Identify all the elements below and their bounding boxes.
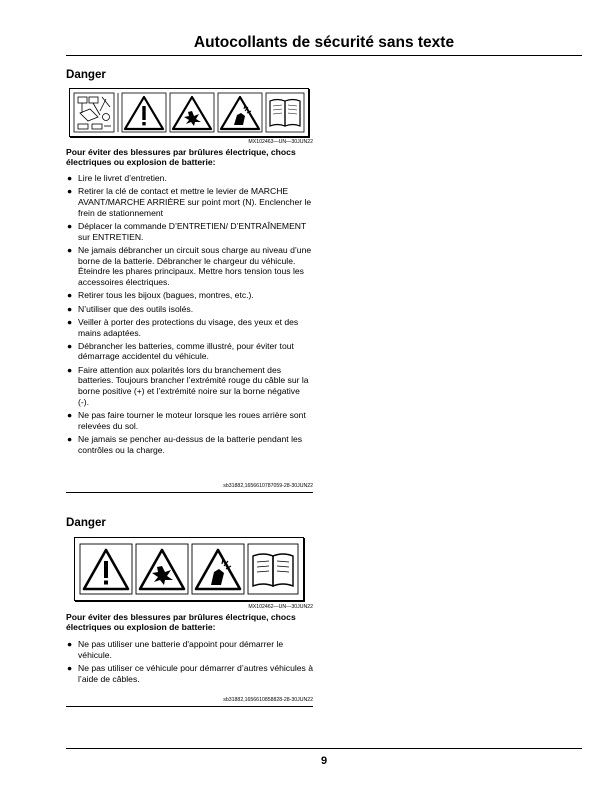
list-item-text: Ne jamais débrancher un circuit sous charge au niveau d’une borne de la batterie. Débrancher le chargeur du véhicule. Éteindre les phares principaux. Mettre hors tension tous les accessoires électriques. (78, 244, 312, 287)
safety-decal-image (69, 88, 309, 137)
bullet-icon: ● (67, 186, 73, 197)
danger-section-1 (66, 68, 313, 498)
reference-code: sb31882,1656610858828-28-30JUN22 (223, 697, 313, 703)
danger-section-2 (66, 516, 313, 711)
list-item (66, 410, 313, 431)
list-item-text: Retirer tous les bijoux (bagues, montres, etc.). (78, 290, 254, 301)
electric-burn-warning-icon (218, 93, 262, 132)
title-divider (66, 55, 582, 56)
bullet-icon: ● (67, 434, 73, 445)
explosion-warning-icon (170, 93, 214, 132)
list-item (66, 365, 313, 407)
section-heading: Danger (66, 68, 106, 81)
manual-book-icon (248, 544, 298, 594)
list-item-text: Ne jamais se pencher au-dessus de la batterie pendant les contrôles ou la charge. (78, 434, 303, 455)
bullet-icon: ● (67, 340, 73, 351)
list-item (66, 639, 313, 660)
list-item (66, 186, 313, 218)
bullet-icon: ● (67, 220, 73, 231)
bullet-icon: ● (67, 410, 73, 421)
bullet-icon: ● (67, 290, 73, 301)
wiring-diagram-icon (74, 93, 114, 132)
section-heading: Danger (66, 516, 106, 529)
instruction-list (66, 639, 313, 687)
bullet-icon: ● (67, 662, 73, 673)
warning-triangle-icon (122, 93, 166, 132)
list-item-text: Ne pas utiliser une batterie d'appoint pour démarrer le véhicule. (78, 639, 284, 660)
list-item (66, 290, 313, 301)
list-item-text: Déplacer la commande D’ENTRETIEN/ D’ENTRAÎNEMENT sur ENTRETIEN. (78, 220, 307, 242)
bullet-icon: ● (67, 316, 73, 327)
list-item (66, 304, 313, 315)
warning-triangle-icon (80, 544, 132, 594)
instruction-list (66, 173, 313, 458)
list-item (66, 317, 313, 338)
manual-book-icon (266, 93, 304, 132)
electric-burn-warning-icon (192, 544, 244, 594)
list-item-text: N’utiliser que des outils isolés. (78, 303, 194, 314)
list-item (66, 434, 313, 455)
page-number: 9 (320, 755, 328, 767)
page-title: Autocollants de sécurité sans texte (193, 34, 455, 51)
section-divider (66, 706, 313, 707)
explosion-warning-icon (136, 544, 188, 594)
list-item-text: Débrancher les batteries, comme illustré, pour éviter tout démarrage accidentel du véhicule. (78, 340, 294, 362)
list-item-text: Ne pas utiliser ce véhicule pour démarrer d’autres véhicules à l’aide de câbles. (78, 662, 314, 684)
bullet-icon: ● (67, 303, 73, 314)
section-divider (66, 492, 313, 493)
bullet-icon: ● (67, 639, 73, 649)
list-item (66, 341, 313, 362)
reference-code: sb31882,1656610787059-28-30JUN22 (223, 483, 313, 489)
safety-decal-image (74, 537, 304, 601)
bullet-icon: ● (67, 244, 73, 255)
bullet-icon: ● (67, 173, 73, 183)
list-item-text: Faire attention aux polarités lors du branchement des batteries. Toujours brancher l’extrémité rouge du câble sur la borne positive (+) et l’extrémité noire sur la borne négative (-). (78, 364, 309, 407)
image-code: MX102463—UN—30JUN22 (248, 139, 313, 145)
hazard-lead-text: Pour éviter des blessures par brûlures électrique, chocs électriques ou explosion de batterie: (66, 147, 296, 167)
footer-divider (66, 748, 582, 749)
list-item (66, 173, 313, 184)
list-item-text: Lire le livret d’entretien. (78, 173, 167, 183)
list-item (66, 245, 313, 287)
list-item (66, 221, 313, 242)
list-item (66, 663, 313, 684)
list-item-text: Ne pas faire tourner le moteur lorsque les roues arrière sont relevées du sol. (78, 410, 306, 431)
list-item-text: Retirer la clé de contact et mettre le levier de MARCHE AVANT/MARCHE ARRIÈRE sur point mort (N). Enclencher le frein de stationnement (78, 186, 312, 218)
bullet-icon: ● (67, 364, 73, 375)
list-item-text: Veiller à porter des protections du visage, des yeux et des mains adaptées. (78, 316, 299, 338)
hazard-lead-text: Pour éviter des blessures par brûlures électrique, chocs électriques ou explosion de batterie: (66, 612, 296, 632)
image-code: MX102462—UN—30JUN22 (248, 604, 313, 610)
